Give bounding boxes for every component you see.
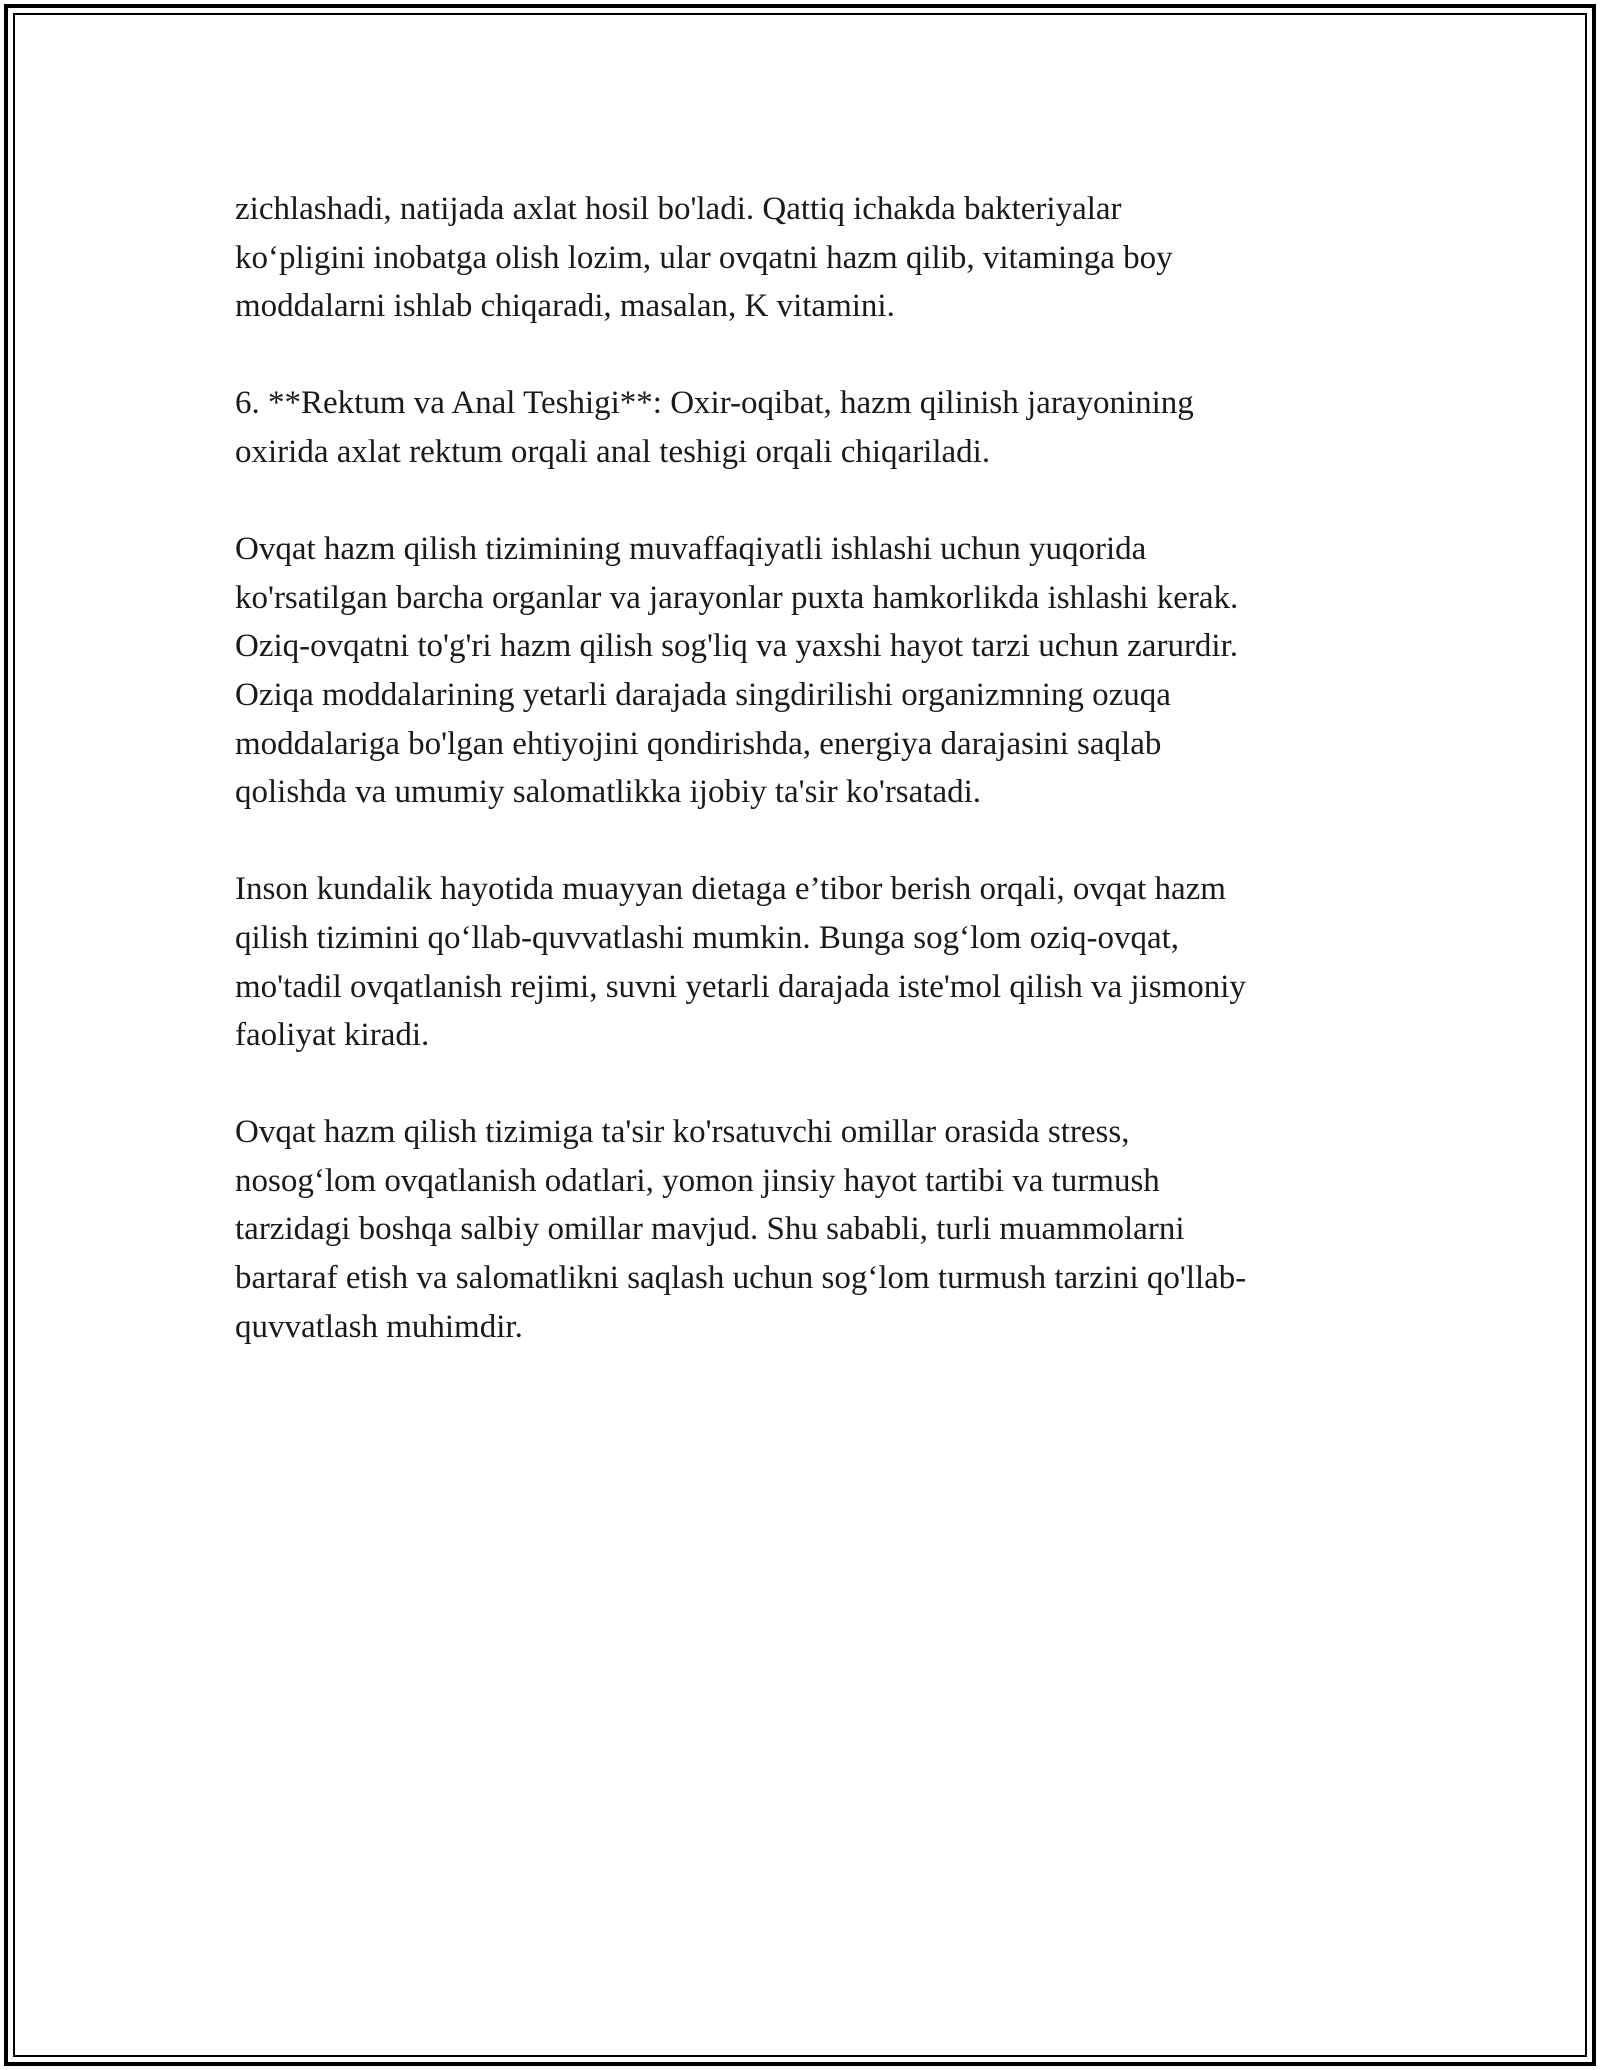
paragraph-line: mo'tadil ovqatlanish rejimi, suvni yetarli darajada iste'mol qilish va jismoniy: [235, 968, 1246, 1005]
paragraph-5: [235, 1108, 1365, 1351]
paragraph-line: bartaraf etish va salomatlikni saqlash uchun sog‘lom turmush tarzini qo'llab-: [235, 1260, 1247, 1297]
paragraph-line: Inson kundalik hayotida muayyan dietaga e’tibor berish orqali, ovqat hazm: [235, 871, 1226, 908]
paragraph-line: 6. **Rektum va Anal Teshigi**: Oxir-oqibat, hazm qilinish jarayonining: [235, 385, 1194, 422]
document-body: [235, 185, 1365, 1351]
paragraph-3: [235, 525, 1365, 817]
paragraph-line: moddalarni ishlab chiqaradi, masalan, K vitamini.: [235, 288, 895, 325]
paragraph-4: [235, 865, 1365, 1059]
paragraph-line: Ovqat hazm qilish tizimining muvaffaqiyatli ishlashi uchun yuqorida: [235, 531, 1147, 568]
paragraph-line: Oziqa moddalarining yetarli darajada singdirilishi organizmning ozuqa: [235, 676, 1171, 713]
paragraph-2: [235, 379, 1365, 476]
paragraph-line: tarzidagi boshqa salbiy omillar mavjud. Shu sababli, turli muammolarni: [235, 1211, 1185, 1248]
paragraph-1: [235, 185, 1365, 331]
paragraph-line: qilish tizimini qo‘llab-quvvatlashi mumkin. Bunga sog‘lom oziq-ovqat,: [235, 919, 1180, 956]
paragraph-line: quvvatlash muhimdir.: [235, 1308, 523, 1345]
paragraph-line: moddalariga bo'lgan ehtiyojini qondirishda, energiya darajasini saqlab: [235, 725, 1162, 762]
paragraph-line: qolishda va umumiy salomatlikka ijobiy ta'sir ko'rsatadi.: [235, 774, 982, 811]
paragraph-line: faoliyat kiradi.: [235, 1017, 430, 1054]
paragraph-line: nosog‘lom ovqatlanish odatlari, yomon jinsiy hayot tartibi va turmush: [235, 1162, 1160, 1199]
paragraph-line: Oziq-ovqatni to'g'ri hazm qilish sog'liq va yaxshi hayot tarzi uchun zarurdir.: [235, 628, 1239, 665]
paragraph-line: Ovqat hazm qilish tizimiga ta'sir ko'rsatuvchi omillar orasida stress,: [235, 1114, 1130, 1151]
paragraph-line: oxirida axlat rektum orqali anal teshigi orqali chiqariladi.: [235, 433, 991, 470]
paragraph-line: zichlashadi, natijada axlat hosil bo'ladi. Qattiq ichakda bakteriyalar: [235, 191, 1122, 227]
paragraph-line: ko'rsatilgan barcha organlar va jarayonlar puxta hamkorlikda ishlashi kerak.: [235, 579, 1239, 616]
paragraph-line: ko‘pligini inobatga olish lozim, ular ovqatni hazm qilib, vitaminga boy: [235, 239, 1173, 276]
